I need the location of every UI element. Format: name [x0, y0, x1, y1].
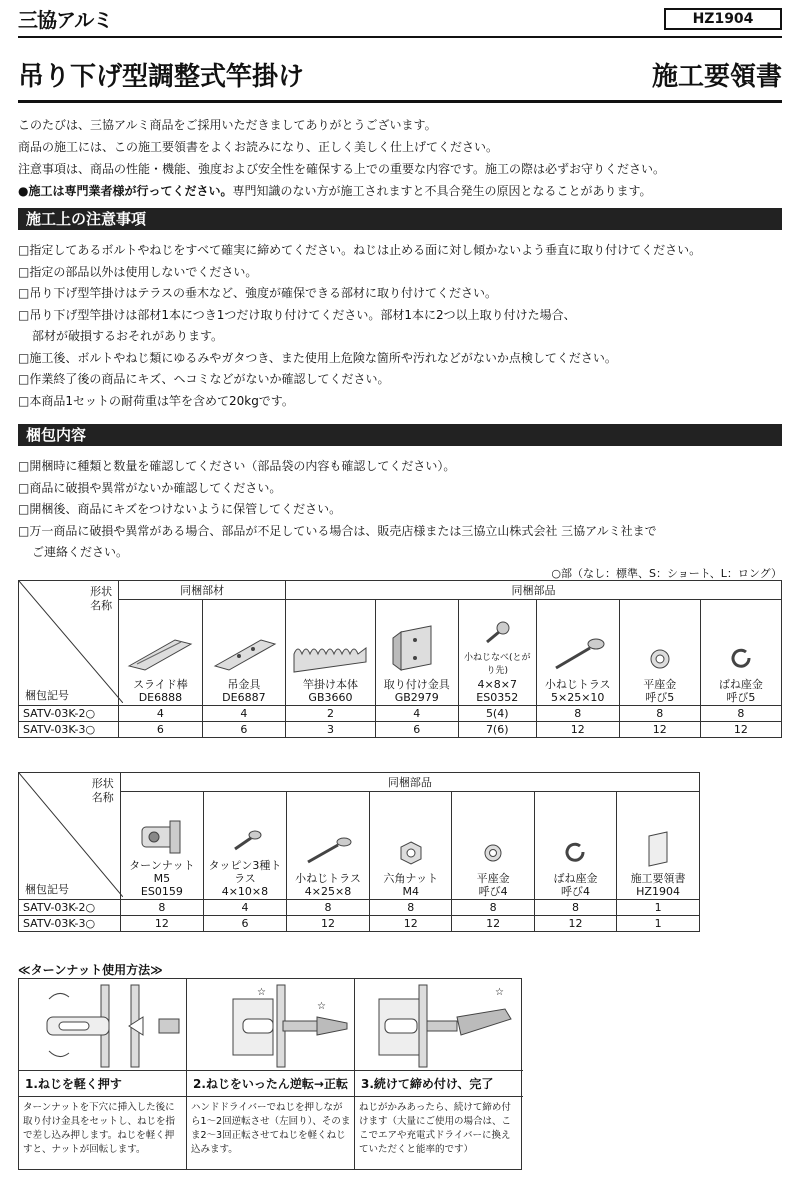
group-header: 同梱部材	[119, 581, 286, 600]
qty-cell: 8	[452, 900, 534, 916]
key-code: 梱包記号	[25, 883, 69, 896]
qty-cell: 8	[619, 706, 700, 722]
part-name: 平座金	[476, 872, 510, 885]
list-item: □開梱後、商品にキズをつけないように保管してください。	[18, 502, 342, 516]
hanger-bracket-icon	[209, 634, 279, 674]
pan-screw-icon	[477, 618, 517, 648]
screw-reverse-icon	[187, 979, 355, 1071]
screw-tighten-icon	[355, 979, 523, 1071]
list-item: □万一商品に破損や異常がある場合、部品が不足している場合は、販売店様または三協立山株式会社 三協アルミ社まで	[18, 523, 657, 538]
howto-step-2	[187, 979, 355, 1169]
table-row	[19, 900, 700, 916]
qty-cell: 12	[120, 916, 203, 932]
parts-table-2	[18, 772, 700, 932]
qty-cell: 4	[202, 706, 285, 722]
qty-cell: 4	[119, 706, 202, 722]
caution-list	[18, 240, 788, 412]
step-description: ターンナットを下穴に挿入した後に取り付け金具をセットし、ねじを指で差し込み押します。ねじを軽く押すと、ナットが回転します。	[23, 1102, 176, 1155]
qty-cell: 1	[617, 916, 700, 932]
qty-cell: 2	[286, 706, 376, 722]
key-code: 梱包記号	[25, 689, 69, 702]
group-header: 同梱部品	[286, 581, 782, 600]
howto-steps	[18, 978, 522, 1170]
qty-cell: 8	[700, 706, 781, 722]
part-code: GB2979	[394, 691, 439, 704]
intro-line: このたびは、三協アルミ商品をご採用いただきましてありがとうございます。	[18, 118, 437, 132]
variant-note: ○部（なし：標準、S：ショート、L：ロング）	[551, 567, 782, 580]
intro-line	[18, 180, 788, 202]
part-name: 小ねじトラス	[295, 872, 361, 885]
step-caption: 3.続けて締め付け、完了	[355, 1071, 523, 1097]
list-item: □作業終了後の商品にキズ、ヘコミなどがないか確認してください。	[18, 372, 390, 386]
step-illustration	[187, 979, 355, 1071]
spring-washer-icon	[560, 838, 590, 868]
key-name: 名称	[90, 599, 113, 612]
qty-cell: 8	[370, 900, 452, 916]
part-spec: M5	[153, 872, 171, 885]
list-item: □吊り下げ型竿掛けは部材1本につき1つだけ取り付けてください。部材1本に2つ以上取り付けた場合、	[18, 307, 576, 322]
step-description: ねじがかみあったら、続けて締め付けます（大量にご使用の場合は、ここでエアや充電式ドライバーに換えていただくと能率的です）	[359, 1102, 512, 1155]
part-spec: 呼び5	[726, 691, 756, 704]
qty-cell: 7(6)	[458, 722, 536, 738]
qty-cell: 6	[119, 722, 202, 738]
part-name: 吊金具	[227, 678, 261, 691]
qty-cell: 6	[375, 722, 458, 738]
truss-screw-icon	[548, 634, 608, 674]
list-item: □開梱時に種類と数量を確認してください（部品袋の内容も確認してください）。	[18, 459, 456, 473]
step-illustration	[19, 979, 187, 1071]
flat-washer-icon	[645, 644, 675, 674]
part-cell	[534, 792, 616, 900]
qty-cell: 12	[536, 722, 619, 738]
pole-holder-icon	[290, 634, 370, 674]
part-name: 竿掛け本体	[302, 678, 358, 691]
qty-cell: 12	[619, 722, 700, 738]
list-item: □吊り下げ型竿掛けはテラスの垂木など、強度が確保できる部材に取り付けてください。	[18, 286, 497, 300]
part-code: DE6888	[138, 691, 183, 704]
part-cell	[375, 600, 458, 706]
part-cell	[286, 600, 376, 706]
part-cell	[619, 600, 700, 706]
part-cell	[617, 792, 700, 900]
list-item: □指定の部品以外は使用しないでください。	[18, 264, 258, 279]
key-name: 名称	[91, 791, 114, 804]
part-cell	[458, 600, 536, 706]
qty-cell: 8	[286, 900, 369, 916]
part-name: ばね座金	[553, 872, 598, 885]
part-name: 取り付け金具	[383, 678, 450, 691]
slide-bar-icon	[125, 634, 195, 674]
intro-line: 商品の施工には、この施工要領書をよくお読みになり、正しく美しく仕上げてください。	[18, 140, 499, 154]
list-item: □本商品1セットの耐荷重は竿を含めて20kgです。	[18, 393, 294, 408]
brand-logo: 三協アルミ	[18, 8, 113, 32]
intro-bold-rest: 専門知識のない方が施工されますと不具合発生の原因となることがあります。	[232, 184, 652, 198]
part-name: 六角ナット	[383, 872, 439, 885]
qty-cell: 1	[617, 900, 700, 916]
qty-cell: 12	[370, 916, 452, 932]
qty-cell: 8	[536, 706, 619, 722]
part-cell	[204, 792, 287, 900]
part-cell	[286, 792, 369, 900]
qty-cell: 3	[286, 722, 376, 738]
step-caption: 1.ねじを軽く押す	[19, 1071, 187, 1097]
truss-screw-icon	[300, 832, 356, 868]
doc-type-title: 施工要領書	[651, 62, 782, 92]
step-caption: 2.ねじをいったん逆転→正転	[187, 1071, 355, 1097]
list-item: □商品に破損や異常がないか確認してください。	[18, 480, 282, 495]
part-cell	[120, 792, 203, 900]
key-shape: 形状	[90, 585, 113, 598]
rotate-star-icon: ☆	[317, 1001, 326, 1012]
qty-cell: 8	[120, 900, 203, 916]
part-spec: 呼び4	[560, 885, 590, 898]
intro-line: 注意事項は、商品の性能・機能、強度および安全性を確保する上での重要な内容です。施工の際は必ずお守りください。	[18, 162, 666, 176]
part-name: スライド棒	[133, 678, 188, 691]
part-spec: HZ1904	[636, 885, 680, 898]
table-row	[19, 916, 700, 932]
mounting-bracket-icon	[387, 624, 447, 674]
part-spec: 4×10×8	[221, 885, 269, 898]
row-label: SATV-03K-3○	[19, 916, 121, 932]
flat-washer-icon	[478, 838, 508, 868]
top-rule	[18, 36, 782, 38]
qty-cell: 6	[202, 722, 285, 738]
turn-nut-insert-icon	[19, 979, 187, 1071]
page-title: 吊り下げ型調整式竿掛け	[18, 62, 305, 92]
section-package: 梱包内容	[18, 424, 782, 446]
qty-cell: 4	[204, 900, 287, 916]
part-cell	[370, 792, 452, 900]
part-spec: M4	[402, 885, 420, 898]
document-number: HZ1904	[664, 8, 782, 30]
group-header: 同梱部品	[120, 773, 699, 792]
part-cell	[452, 792, 534, 900]
part-code: ES0352	[476, 691, 519, 704]
part-cell	[119, 600, 202, 706]
key-shape: 形状	[91, 777, 114, 790]
part-code: GB3660	[308, 691, 353, 704]
qty-cell: 5(4)	[458, 706, 536, 722]
part-name: 小ねじトラス	[544, 678, 611, 691]
part-name: 施工要領書	[630, 872, 686, 885]
table-row	[19, 722, 782, 738]
section-caution: 施工上の注意事項	[18, 208, 782, 230]
title-rule	[18, 100, 782, 103]
intro-bold: ●施工は専門業者様が行ってください。	[18, 184, 233, 198]
turn-nut-icon	[134, 815, 190, 855]
row-label: SATV-03K-2○	[19, 900, 121, 916]
hex-nut-icon	[396, 838, 426, 868]
list-item: ご連絡ください。	[32, 545, 129, 559]
howto-title: ≪ターンナット使用方法≫	[18, 963, 163, 977]
list-item: □施工後、ボルトやねじ類にゆるみやガタつき、また使用上危険な箇所や汚れなどがないか点検してください。	[18, 350, 617, 365]
part-spec: 4×8×7	[477, 678, 517, 691]
table-corner	[19, 581, 119, 706]
part-name: 小ねじなべ(とがり先)	[463, 653, 531, 676]
step-description: ハンドドライバーでねじを押しながら1～2回逆転させ（左回り）、そのまま2～3回正転させてねじを軽くねじ込みます。	[191, 1102, 351, 1155]
part-cell	[700, 600, 781, 706]
row-label: SATV-03K-3○	[19, 722, 119, 738]
part-code: DE6887	[222, 691, 266, 704]
tapping-screw-icon	[225, 825, 265, 855]
qty-cell: 8	[534, 900, 616, 916]
part-cell	[536, 600, 619, 706]
part-name: ターンナット	[129, 859, 195, 872]
qty-cell: 6	[204, 916, 287, 932]
qty-cell: 12	[534, 916, 616, 932]
part-name: 平座金	[643, 678, 677, 691]
intro-text	[18, 114, 788, 202]
step-illustration	[355, 979, 523, 1071]
parts-table-1	[18, 580, 782, 738]
list-item: □指定してあるボルトやねじをすべて確実に締めてください。ねじは止める面に対し傾かないよう垂直に取り付けてください。	[18, 243, 702, 257]
qty-cell: 4	[375, 706, 458, 722]
qty-cell: 12	[286, 916, 369, 932]
manual-sheet-icon	[643, 828, 673, 868]
part-spec: 呼び5	[645, 691, 675, 704]
part-name: タッピン3種トラス	[208, 859, 282, 885]
part-spec: 4×25×8	[304, 885, 352, 898]
part-code: ES0159	[140, 885, 183, 898]
qty-cell: 12	[452, 916, 534, 932]
spring-washer-icon	[726, 644, 756, 674]
rotate-star-icon: ☆	[495, 987, 504, 998]
part-cell	[202, 600, 285, 706]
list-item: 部材が破損するおそれがあります。	[32, 329, 224, 343]
table-row	[19, 706, 782, 722]
part-name: ばね座金	[718, 678, 763, 691]
package-list	[18, 456, 788, 564]
qty-cell: 12	[700, 722, 781, 738]
part-spec: 呼び4	[478, 885, 508, 898]
row-label: SATV-03K-2○	[19, 706, 119, 722]
rotate-star-icon: ☆	[257, 987, 266, 998]
part-spec: 5×25×10	[550, 691, 605, 704]
table-corner	[19, 773, 121, 900]
howto-step-1	[19, 979, 187, 1169]
howto-step-3	[355, 979, 523, 1169]
